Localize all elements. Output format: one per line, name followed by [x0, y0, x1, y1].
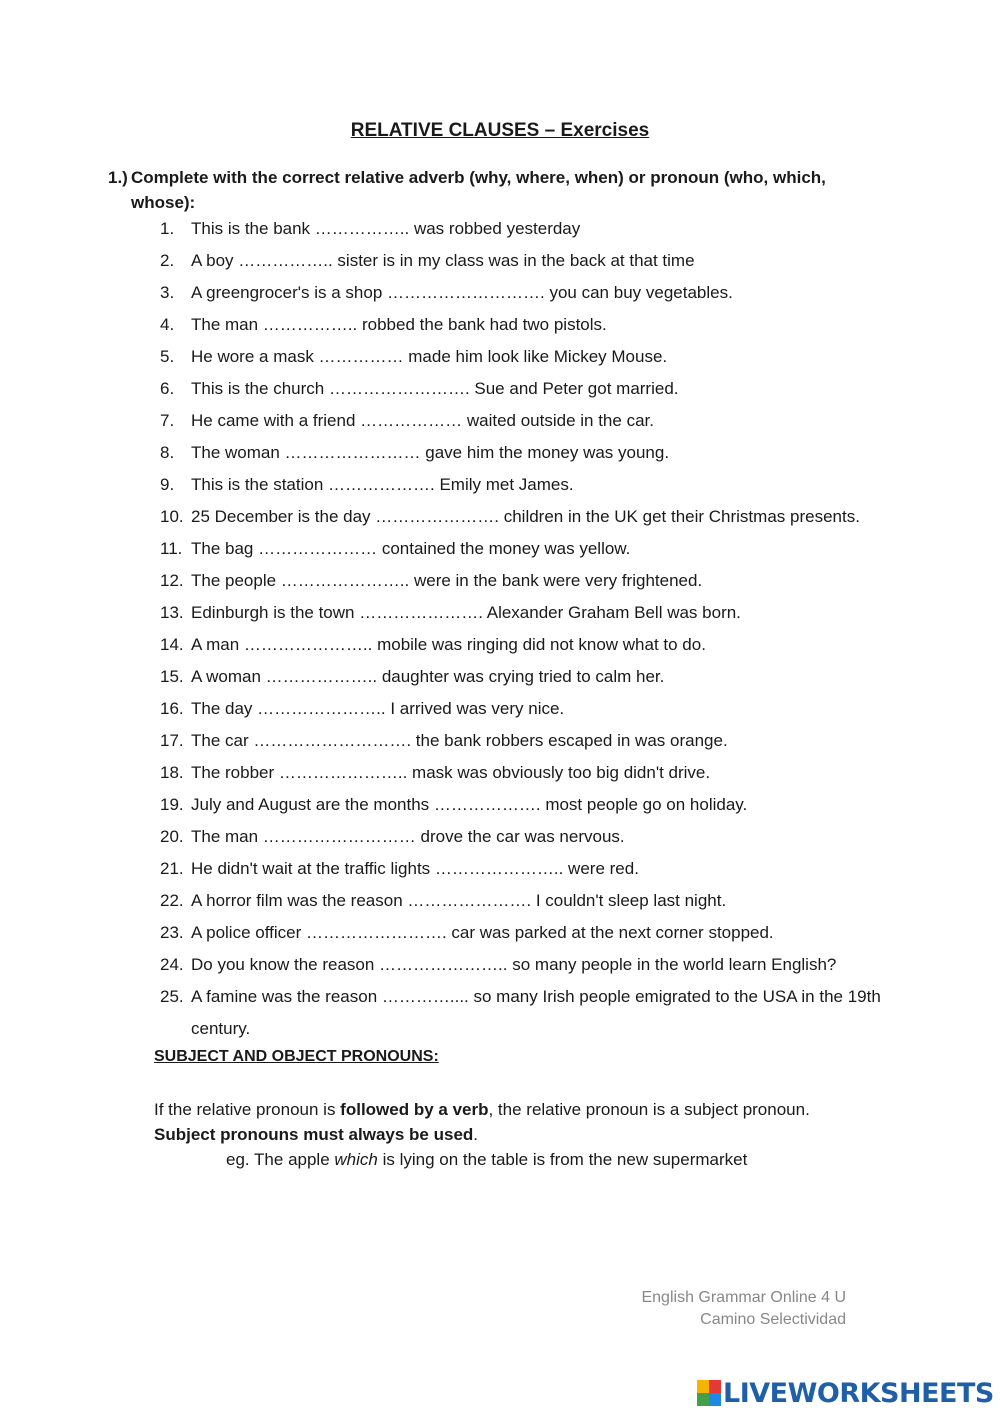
item-number: 20. — [160, 827, 184, 846]
exercise-item — [160, 504, 900, 536]
item-number: 19. — [160, 795, 184, 814]
exercise-item — [160, 696, 900, 728]
exercise-item — [160, 856, 900, 888]
liveworksheets-brand — [697, 1376, 994, 1410]
item-text: He didn't wait at the traffic lights ………………….. were red. — [191, 859, 639, 878]
item-number: 13. — [160, 603, 184, 622]
item-number: 7. — [160, 411, 175, 430]
exercise-item — [160, 728, 900, 760]
item-text: The man ……………………… drove the car was nervous. — [191, 827, 625, 846]
item-text: The man …………….. robbed the bank had two pistols. — [191, 315, 607, 334]
item-text: A famine was the reason ………….... so many Irish people emigrated to the USA in the 19th century. — [191, 987, 881, 1038]
item-number: 5. — [160, 347, 175, 366]
exercise-item — [160, 568, 900, 600]
item-text: 25 December is the day …………………. children in the UK get their Christmas presents. — [191, 507, 860, 526]
exercise-list — [160, 216, 900, 1048]
exercise-item — [160, 920, 900, 952]
item-text: A horror film was the reason …………………. I couldn't sleep last night. — [191, 891, 727, 910]
item-text: Do you know the reason ………………….. so many people in the world learn English? — [191, 955, 837, 974]
para-text: . — [473, 1125, 479, 1144]
item-text: He wore a mask …………… made him look like Mickey Mouse. — [191, 347, 668, 366]
item-text: The bag ………………… contained the money was yellow. — [191, 539, 631, 558]
exercise-item — [160, 792, 900, 824]
exercise-item — [160, 376, 900, 408]
item-number: 14. — [160, 635, 184, 654]
item-text: A police officer ……………………. car was parked at the next corner stopped. — [191, 923, 774, 942]
example-italic-text: which — [334, 1150, 378, 1169]
item-number: 17. — [160, 731, 184, 750]
exercise-item — [160, 216, 900, 248]
para-text: If the relative pronoun is — [154, 1100, 341, 1119]
exercise-item — [160, 952, 900, 984]
item-text: The robber ………………….. mask was obviously too big didn't drive. — [191, 763, 711, 782]
subject-pronoun-explanation — [154, 1097, 814, 1147]
section-1-instruction — [108, 165, 888, 215]
exercise-item — [160, 824, 900, 856]
exercise-item — [160, 760, 900, 792]
item-number: 16. — [160, 699, 184, 718]
exercise-item — [160, 632, 900, 664]
exercise-item — [160, 472, 900, 504]
item-text: Edinburgh is the town …………………. Alexander Graham Bell was born. — [191, 603, 741, 622]
para-bold-text: followed by a verb — [340, 1100, 489, 1119]
item-text: A greengrocer's is a shop ………………………. you can buy vegetables. — [191, 283, 733, 302]
item-number: 10. — [160, 507, 184, 526]
item-number: 1. — [160, 219, 175, 238]
footer-credit — [560, 1287, 846, 1331]
item-text: A man ………………….. mobile was ringing did not know what to do. — [191, 635, 706, 654]
item-number: 11. — [160, 539, 183, 558]
item-number: 9. — [160, 475, 175, 494]
exercise-item — [160, 664, 900, 696]
item-text: This is the bank …………….. was robbed yesterday — [191, 219, 581, 238]
section-instruction-text: Complete with the correct relative adverb (why, where, when) or pronoun (who, which, whose): — [131, 168, 826, 212]
item-number: 22. — [160, 891, 184, 910]
item-number: 12. — [160, 571, 184, 590]
exercise-item — [160, 248, 900, 280]
para-text: , the relative pronoun is a subject pronoun. — [488, 1100, 810, 1119]
item-number: 8. — [160, 443, 175, 462]
item-text: This is the station ………………. Emily met James. — [191, 475, 574, 494]
exercise-item — [160, 280, 900, 312]
exercise-item — [160, 536, 900, 568]
para-bold-text: Subject pronouns must always be used — [154, 1125, 474, 1144]
item-number: 25. — [160, 987, 184, 1006]
liveworksheets-logo-icon — [697, 1380, 721, 1406]
item-text: A boy …………….. sister is in my class was in the back at that time — [191, 251, 695, 270]
section-number: 1.) — [108, 168, 128, 187]
item-number: 24. — [160, 955, 184, 974]
item-text: A woman ……………….. daughter was crying tried to calm her. — [191, 667, 665, 686]
item-number: 23. — [160, 923, 184, 942]
item-text: The woman …………………… gave him the money was young. — [191, 443, 670, 462]
item-number: 18. — [160, 763, 184, 782]
exercise-item — [160, 888, 900, 920]
item-text: The people ………………….. were in the bank were very frightened. — [191, 571, 703, 590]
example-text: is lying on the table is from the new supermarket — [377, 1150, 748, 1169]
exercise-item — [160, 600, 900, 632]
logo-block — [697, 1393, 709, 1406]
item-number: 6. — [160, 379, 175, 398]
item-number: 2. — [160, 251, 175, 270]
exercise-item — [160, 408, 900, 440]
item-number: 15. — [160, 667, 184, 686]
item-number: 3. — [160, 283, 175, 302]
exercise-item — [160, 440, 900, 472]
footer-line-1: English Grammar Online 4 U — [641, 1289, 846, 1306]
logo-block — [697, 1380, 709, 1393]
item-text: The car ………………………. the bank robbers escaped in was orange. — [191, 731, 728, 750]
item-number: 21. — [160, 859, 184, 878]
exercise-item — [160, 344, 900, 376]
item-text: He came with a friend ……………… waited outside in the car. — [191, 411, 654, 430]
subject-object-heading: SUBJECT AND OBJECT PRONOUNS: — [154, 1048, 439, 1065]
logo-block — [709, 1380, 721, 1393]
logo-block — [709, 1393, 721, 1406]
item-number: 4. — [160, 315, 175, 334]
exercise-item — [160, 984, 900, 1048]
example-sentence — [226, 1147, 747, 1172]
item-text: This is the church ……………………. Sue and Peter got married. — [191, 379, 679, 398]
item-text: The day ………………….. I arrived was very nice. — [191, 699, 565, 718]
exercise-item — [160, 312, 900, 344]
worksheet-title: RELATIVE CLAUSES – Exercises — [350, 120, 650, 141]
example-text: eg. The apple — [226, 1150, 335, 1169]
footer-line-2: Camino Selectividad — [700, 1311, 846, 1328]
brand-name: LIVEWORKSHEETS — [723, 1377, 994, 1409]
item-text: July and August are the months ………………. most people go on holiday. — [191, 795, 748, 814]
